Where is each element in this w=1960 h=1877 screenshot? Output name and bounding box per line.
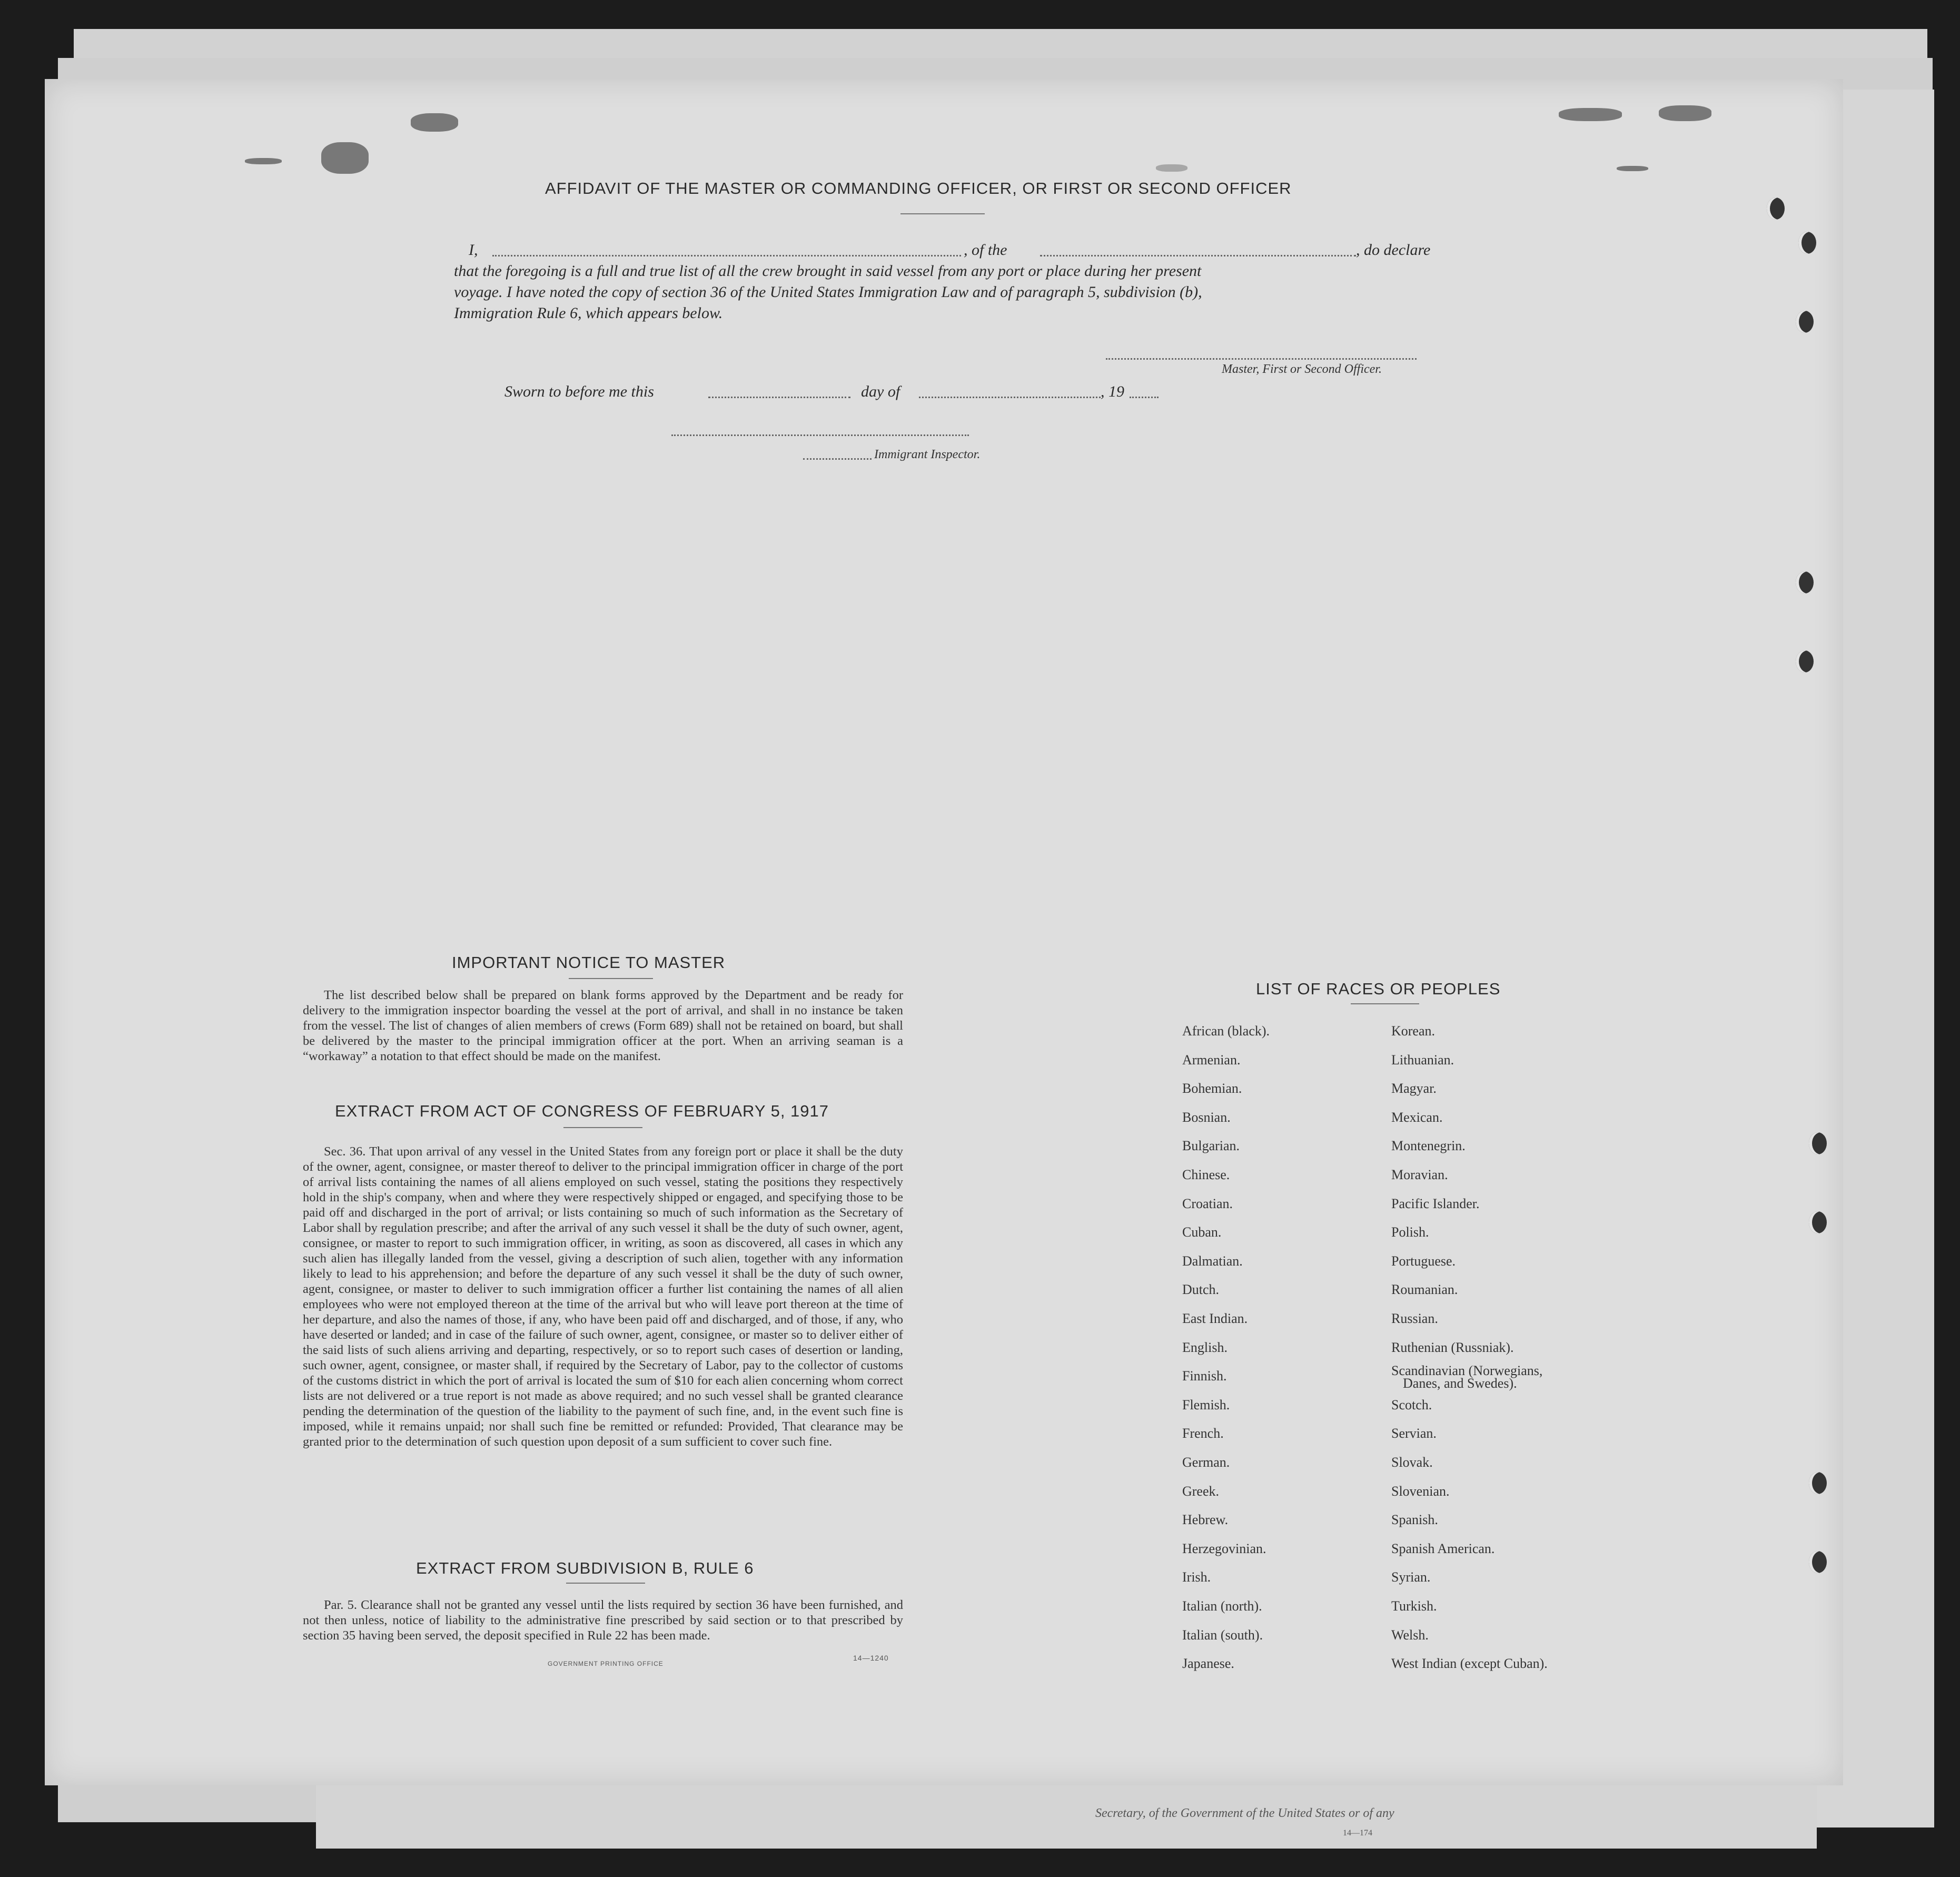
race-item: Herzegovinian. (1182, 1540, 1266, 1556)
race-item: Hebrew. (1182, 1512, 1229, 1528)
torn-bottom-sheet (316, 1780, 1817, 1849)
extract-rule-text: Par. 5. Clearance shall not be granted any vessel until the lists required by section 36 have been furnished, and not then unless, notice of liability to the administrative fine prescribed by said section or to that prescribed by section 35 having been served, the deposit specified in Rule 22 has been made. (303, 1598, 903, 1643)
race-item: Dutch. (1182, 1282, 1220, 1298)
race-item: Scotch. (1391, 1397, 1432, 1412)
affidavit-line-2: voyage. I have noted the copy of section 36 of the United States Immigration Law and of paragraph 5, subdivision (b), (454, 283, 1202, 301)
affidavit-title: AFFIDAVIT OF THE MASTER OR COMMANDING OFFICER, OR FIRST OR SECOND OFFICER (545, 179, 1292, 197)
inspector-signature-field[interactable] (671, 434, 969, 436)
binder-hole (1809, 1211, 1827, 1233)
race-item: Russian. (1391, 1311, 1438, 1326)
bottom-sheet-line-2: 14—174 (1343, 1829, 1372, 1838)
bottom-sheet-line-1: Secretary, of the Government of the United States or of any (1095, 1806, 1394, 1820)
race-item: Mexican. (1391, 1109, 1443, 1125)
race-item: Dalmatian. (1182, 1253, 1243, 1269)
ink-smudge (411, 113, 458, 132)
race-item: Bosnian. (1182, 1109, 1231, 1125)
extract-rule-title: EXTRACT FROM SUBDIVISION B, RULE 6 (416, 1559, 754, 1577)
race-item: Chinese. (1182, 1167, 1230, 1182)
ink-smudge (245, 158, 282, 164)
race-item: African (black). (1182, 1023, 1270, 1039)
binder-hole (1798, 232, 1816, 254)
affidavit-line-1: that the foregoing is a full and true list of all the crew brought in said vessel from any port or place during her present (454, 262, 1202, 280)
inspector-extra-field[interactable] (803, 458, 872, 460)
race-item: Slovak. (1391, 1455, 1433, 1470)
race-item: Croatian. (1182, 1196, 1233, 1211)
sworn-day-field[interactable] (708, 397, 850, 398)
race-item: Japanese. (1182, 1656, 1234, 1672)
notice-text: The list described below shall be prepared on blank forms approved by the Department and be ready for delivery to the immigration inspector boarding the vessel at the port of arrival, and shall in no instance be taken from the vessel. The list of changes of alien members of crews (Form 689) shall not be retained on board, but shall be delivered by the master to the principal immigration officer at the port. When an arriving seaman is a “workaway” a notation to that effect should be made on the manifest. (303, 988, 903, 1063)
race-item: German. (1182, 1455, 1230, 1470)
race-item: West Indian (except Cuban). (1391, 1656, 1548, 1672)
vessel-name-field[interactable] (1040, 255, 1356, 256)
document-page (45, 79, 1843, 1785)
race-item-continuation: Danes, and Swedes). (1403, 1376, 1517, 1391)
declarant-label: I, (469, 241, 478, 259)
race-item: Moravian. (1391, 1167, 1448, 1182)
race-item: Roumanian. (1391, 1282, 1458, 1298)
ink-smudge (321, 142, 369, 174)
race-item: Polish. (1391, 1224, 1429, 1240)
race-item: Italian (south). (1182, 1627, 1263, 1643)
race-item: French. (1182, 1426, 1224, 1441)
race-item: Spanish. (1391, 1512, 1438, 1528)
race-item: Cuban. (1182, 1224, 1222, 1240)
race-item: Greek. (1182, 1483, 1220, 1499)
races-rule (1351, 1003, 1419, 1004)
race-item: Pacific Islander. (1391, 1196, 1480, 1211)
ink-smudge (1559, 108, 1622, 121)
race-item: Syrian. (1391, 1569, 1431, 1585)
race-item: East Indian. (1182, 1311, 1248, 1326)
binder-hole (1767, 197, 1785, 220)
binder-hole (1796, 650, 1814, 673)
master-signature-label: Master, First or Second Officer. (1222, 362, 1382, 376)
binder-hole (1796, 571, 1814, 594)
extract-act-title: EXTRACT FROM ACT OF CONGRESS OF FEBRUARY 5, 1917 (335, 1102, 829, 1120)
inspector-label: Immigrant Inspector. (874, 448, 981, 461)
extract-rule-rule (566, 1583, 645, 1584)
binder-hole (1796, 311, 1814, 333)
binder-hole (1809, 1132, 1827, 1154)
extract-act-rule (563, 1127, 642, 1128)
day-of-label: day of (861, 383, 900, 400)
race-item: Bulgarian. (1182, 1138, 1240, 1154)
race-item: Irish. (1182, 1569, 1211, 1585)
master-signature-field[interactable] (1106, 358, 1417, 360)
race-item: Italian (north). (1182, 1598, 1262, 1614)
bottom-sheet-text (1095, 1806, 1464, 1838)
race-item: Scandinavian (Norwegians, (1391, 1363, 1543, 1379)
race-item: Lithuanian. (1391, 1052, 1454, 1068)
race-item: Ruthenian (Russniak). (1391, 1339, 1514, 1355)
race-item: Montenegrin. (1391, 1138, 1466, 1154)
year-label: , 19 (1101, 383, 1124, 400)
race-item: Servian. (1391, 1426, 1437, 1441)
race-item: Armenian. (1182, 1052, 1241, 1068)
race-item: English. (1182, 1339, 1228, 1355)
race-item: Turkish. (1391, 1598, 1437, 1614)
sworn-label: Sworn to before me this (504, 383, 654, 400)
form-number: 14—1240 (853, 1654, 889, 1662)
race-item: Magyar. (1391, 1081, 1437, 1096)
do-declare-label: , do declare (1356, 241, 1431, 259)
of-the-label: , of the (964, 241, 1007, 259)
race-item: Bohemian. (1182, 1081, 1242, 1096)
binder-hole (1809, 1551, 1827, 1573)
sworn-month-field[interactable] (919, 397, 1101, 398)
extract-act-text: Sec. 36. That upon arrival of any vessel in the United States from any foreign port or place it shall be the duty of the owner, agent, consignee, or master thereof to deliver to the principal immigration officer in charge of the port of arrival lists containing the names of all aliens employed on such vessel, stating the positions they respectively hold in the ship's company, when and where they were respectively shipped or engaged, and specifying those to be paid off and discharged in the port of arrival; or lists containing so much of such information as the Secretary of Labor shall by regulation prescribe; and after the arrival of any such vessel it shall be the duty of such owner, agent, consignee, or master to report to such immigration officer, in writing, as soon as discovered, all cases in which any such alien has illegally landed from the vessel, giving a description of such alien, together with any information likely to lead to his apprehension; and before the departure of any such vessel it shall be the duty of such owner, agent, consignee, or master to deliver to such immigration officer a further list containing the names of all alien employees who were not employed thereon at the time of the arrival but who will leave port thereon at the time of her departure, and also the names of those, if any, who have been paid off and discharged, and of those, if any, who have deserted or landed; and in case of the failure of such owner, agent, consignee, or master so to deliver either of the said lists of such aliens arriving and departing, respectively, or so to report such cases of desertion or landing, such owner, agent, consignee, or master shall, if required by the Secretary of Labor, pay to the collector of customs of the customs district in which the port of arrival is located the sum of $10 for each alien concerning whom correct lists are not delivered or a true report is not made as above required; and no such vessel shall be granted clearance pending the determination of the question of the liability to the payment of such fine, and, in the event such fine is imposed, while it remains unpaid; nor shall such fine be remitted or refunded: Provided, That clearance may be granted prior to the determination of such question upon deposit of a sum sufficient to cover such fine. (303, 1144, 903, 1449)
race-item: Portuguese. (1391, 1253, 1456, 1269)
sworn-year-field[interactable] (1130, 397, 1159, 398)
affidavit-line-3: Immigration Rule 6, which appears below. (454, 304, 723, 322)
race-item: Spanish American. (1391, 1540, 1495, 1556)
notice-rule (569, 978, 653, 979)
races-title: LIST OF RACES OR PEOPLES (1256, 980, 1501, 998)
declarant-name-field[interactable] (492, 255, 961, 256)
race-item: Finnish. (1182, 1368, 1227, 1384)
race-item: Korean. (1391, 1023, 1436, 1039)
title-rule (900, 213, 985, 214)
race-item: Flemish. (1182, 1397, 1230, 1412)
ink-smudge (1617, 166, 1648, 171)
race-item: Welsh. (1391, 1627, 1429, 1643)
ink-smudge (1659, 105, 1711, 121)
race-item: Slovenian. (1391, 1483, 1450, 1499)
printer-imprint: GOVERNMENT PRINTING OFFICE (548, 1660, 664, 1667)
ink-smudge (1156, 164, 1187, 172)
binder-hole (1809, 1472, 1827, 1494)
notice-title: IMPORTANT NOTICE TO MASTER (452, 953, 726, 972)
